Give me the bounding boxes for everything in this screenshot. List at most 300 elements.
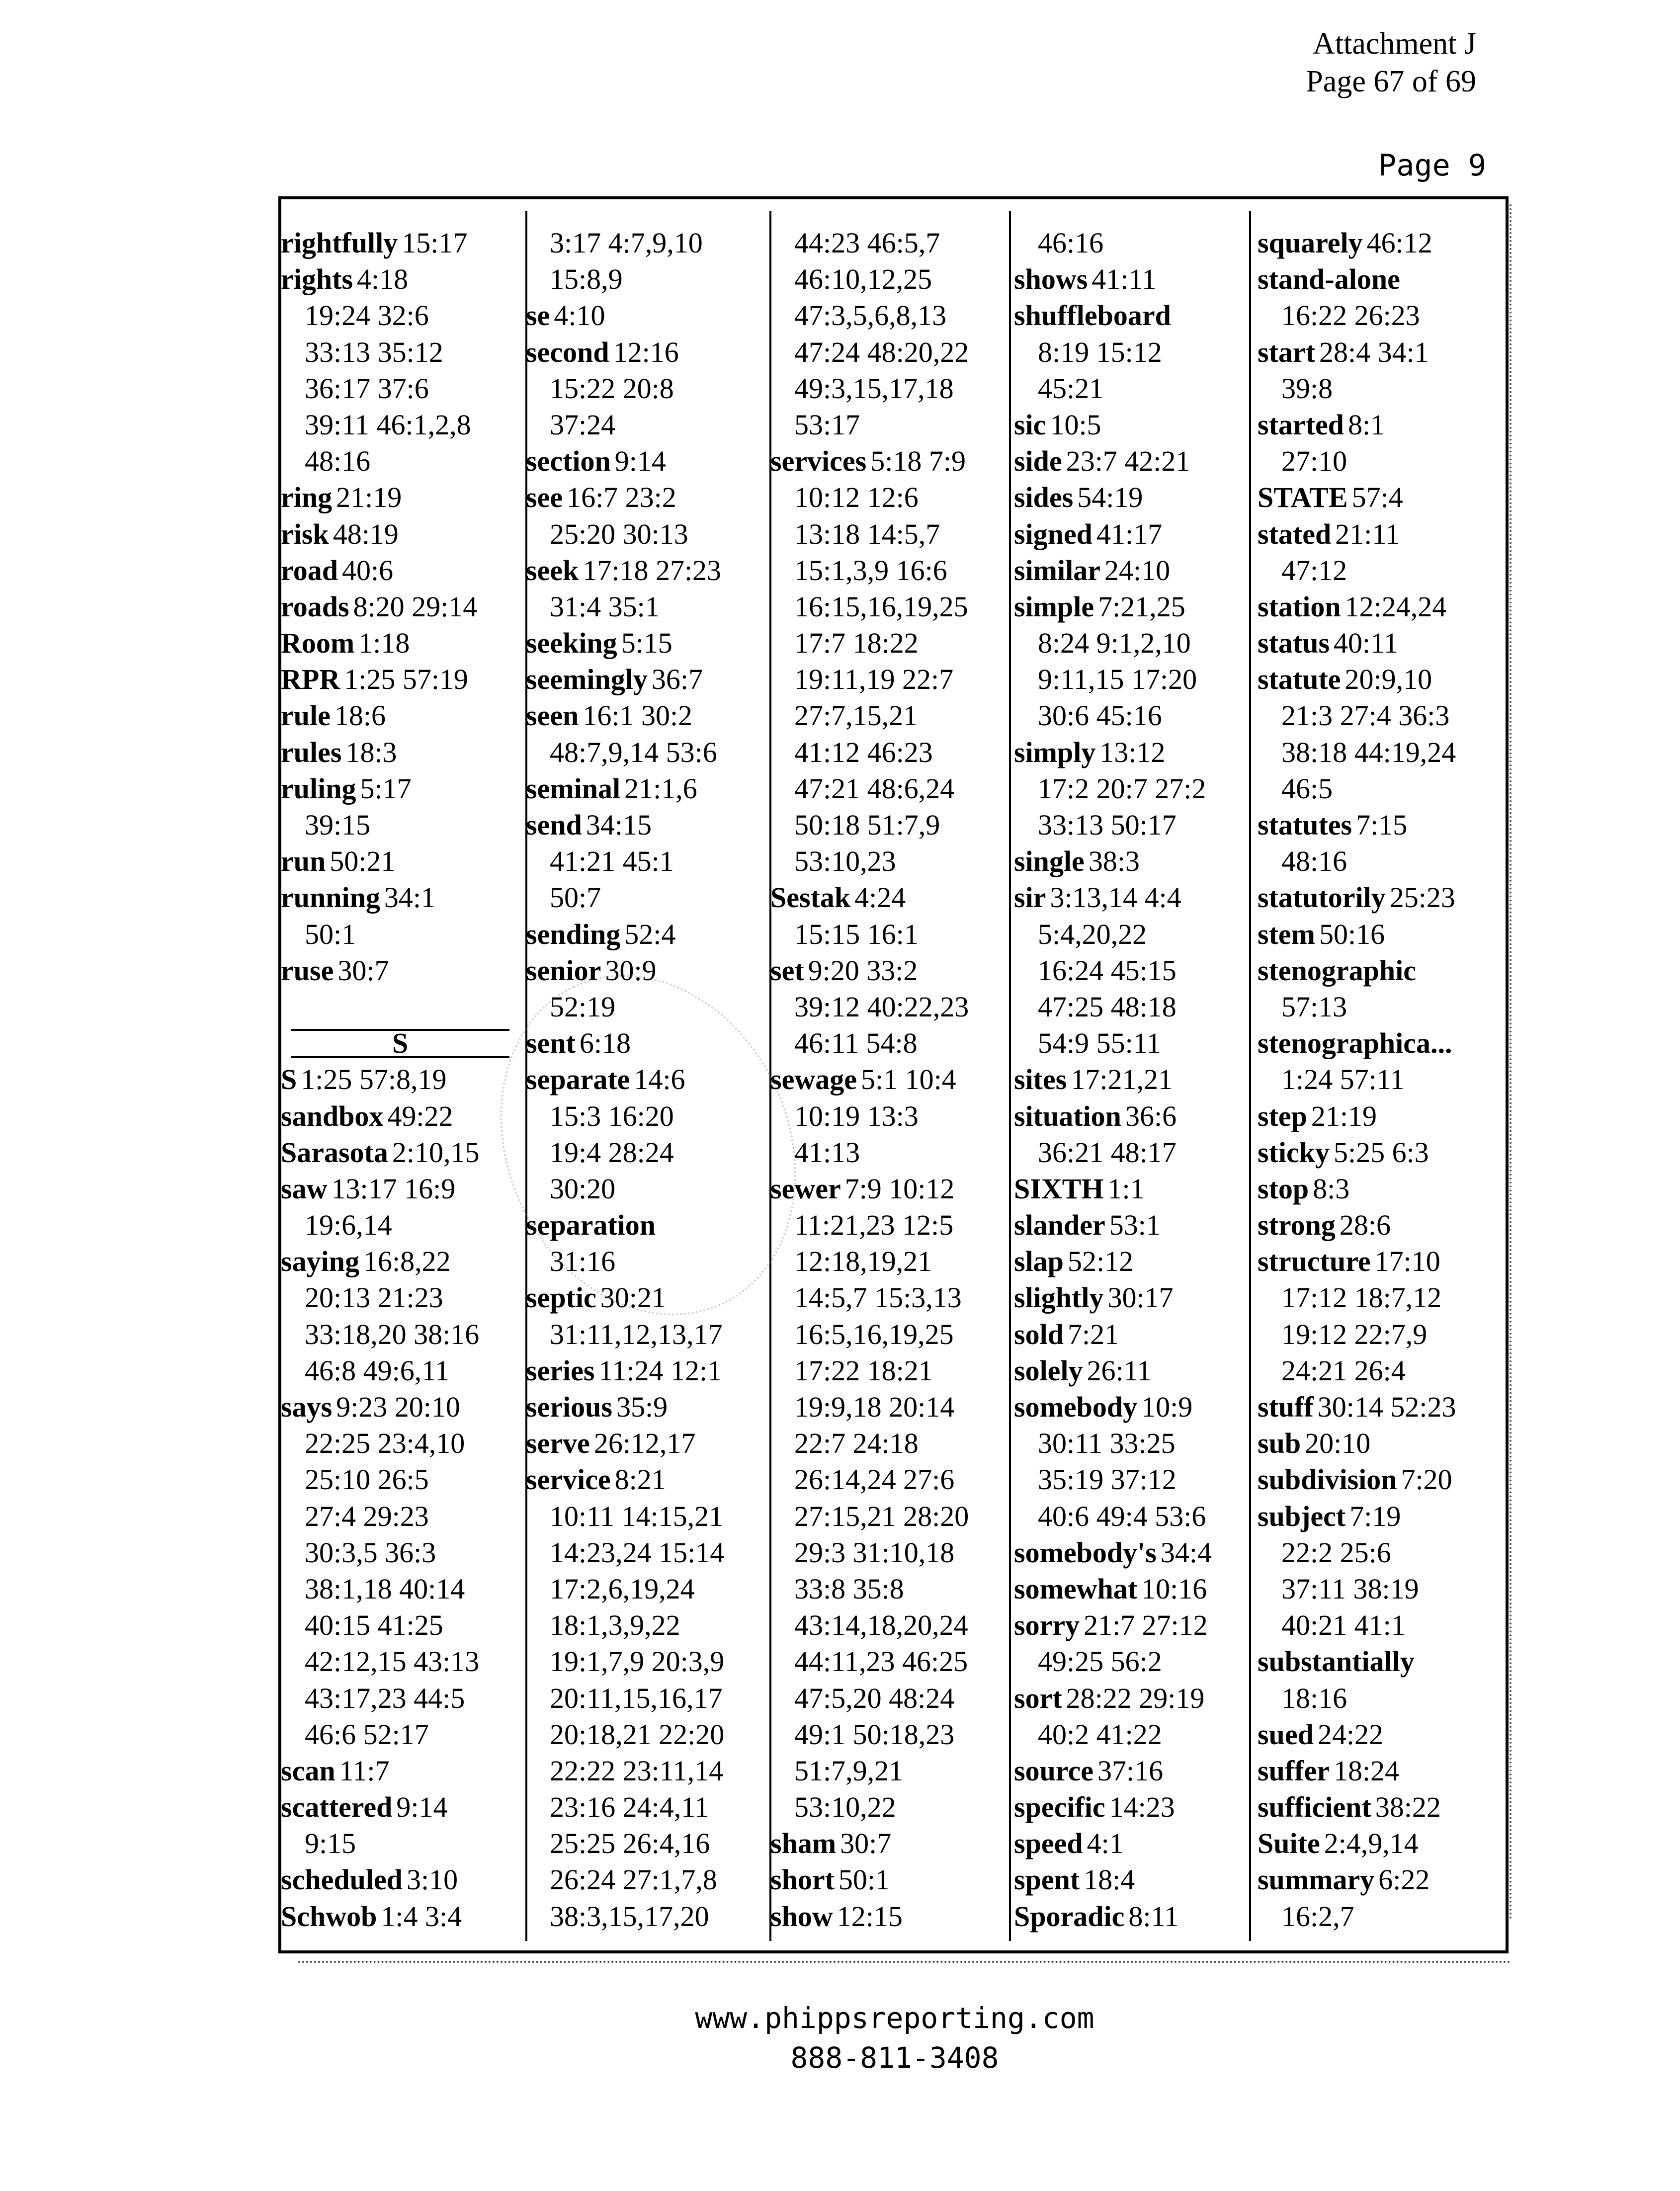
index-term: sold xyxy=(1014,1318,1064,1350)
index-entry-continuation xyxy=(770,1098,1009,1134)
page-line-refs: 30:9 xyxy=(605,954,657,987)
page-line-refs: 36:21 48:17 xyxy=(1038,1136,1176,1169)
index-entry-continuation xyxy=(1014,807,1253,843)
index-entry-continuation xyxy=(281,1534,519,1571)
page-line-refs: 46:5 xyxy=(1281,772,1333,805)
index-entry xyxy=(1014,879,1253,916)
index-term: serious xyxy=(526,1391,612,1423)
index-term: Room xyxy=(281,627,355,660)
index-entry-continuation xyxy=(281,1425,519,1461)
index-entry-continuation xyxy=(770,1716,1009,1753)
page-line-refs: 25:20 30:13 xyxy=(550,517,688,550)
page-line-refs: 36:17 37:6 xyxy=(305,372,429,405)
index-entry xyxy=(1014,843,1253,879)
index-entry xyxy=(526,552,764,589)
index-entry-continuation xyxy=(526,1607,764,1643)
page-line-refs: 21:19 xyxy=(336,481,402,514)
page-line-refs: 5:15 xyxy=(621,627,672,660)
page-line-refs: 28:6 xyxy=(1339,1209,1391,1242)
index-entry xyxy=(1014,1861,1253,1898)
index-entry xyxy=(1014,443,1253,479)
index-term: service xyxy=(526,1463,611,1496)
index-entry-continuation xyxy=(1258,1352,1496,1389)
index-term: send xyxy=(526,809,582,841)
page-line-refs: 57:13 xyxy=(1281,990,1347,1023)
index-term: summary xyxy=(1258,1863,1375,1896)
page-line-refs: 26:24 27:1,7,8 xyxy=(550,1863,717,1896)
index-entry xyxy=(281,770,519,807)
index-entry xyxy=(281,625,519,661)
attachment-header xyxy=(1306,25,1476,100)
index-term: sub xyxy=(1258,1427,1301,1460)
index-term: squarely xyxy=(1258,227,1363,259)
index-entry-continuation xyxy=(526,261,764,297)
page-line-refs: 47:12 xyxy=(1281,554,1347,587)
page-line-refs: 48:7,9,14 53:6 xyxy=(550,736,717,768)
index-entry xyxy=(281,1389,519,1425)
index-entry-continuation xyxy=(770,334,1009,370)
page-line-refs: 14:5,7 15:3,13 xyxy=(794,1281,962,1314)
index-entry xyxy=(770,952,1009,989)
page-line-refs: 30:3,5 36:3 xyxy=(305,1536,436,1569)
index-entry xyxy=(1258,407,1496,443)
page-line-refs: 50:21 xyxy=(330,845,396,878)
index-entry-continuation xyxy=(526,1753,764,1789)
index-entry-continuation xyxy=(281,1607,519,1643)
index-entry xyxy=(281,1861,519,1898)
page-line-refs: 46:12 xyxy=(1366,227,1432,259)
section-letter-heading: S xyxy=(281,1025,519,1061)
page-line-refs: 33:13 35:12 xyxy=(305,336,443,368)
page-line-refs: 12:16 xyxy=(613,336,679,368)
index-entry xyxy=(281,552,519,589)
frame-shadow-line xyxy=(298,1961,1511,1968)
page-line-refs: 53:17 xyxy=(794,408,860,441)
page-line-refs: 15:3 16:20 xyxy=(550,1099,674,1132)
index-entry xyxy=(1258,225,1496,261)
index-entry-continuation xyxy=(281,989,519,1025)
page-line-refs: 1:4 3:4 xyxy=(381,1900,462,1933)
page-line-refs: 44:11,23 46:25 xyxy=(794,1645,968,1678)
index-term: solely xyxy=(1014,1354,1083,1387)
page-line-refs: 10:19 13:3 xyxy=(794,1099,919,1132)
page-line-refs: 27:15,21 28:20 xyxy=(794,1500,969,1532)
index-entry xyxy=(1258,1716,1496,1753)
page-line-refs: 37:24 xyxy=(550,408,616,441)
index-term: sewage xyxy=(770,1063,857,1096)
index-entry xyxy=(770,1861,1009,1898)
index-entry-continuation xyxy=(526,225,764,261)
index-entry xyxy=(281,952,519,989)
index-entry xyxy=(770,879,1009,916)
page-line-refs: 24:10 xyxy=(1104,554,1171,587)
page-line-refs: 9:15 xyxy=(305,1827,356,1860)
page-line-refs: 27:10 xyxy=(1281,445,1347,478)
index-term: S xyxy=(281,1063,297,1096)
index-entry xyxy=(1258,1643,1496,1680)
page-line-refs: 6:22 xyxy=(1378,1863,1430,1896)
index-term: Schwob xyxy=(281,1900,377,1933)
page-line-refs: 30:7 xyxy=(840,1827,892,1860)
page-line-refs: 53:10,23 xyxy=(794,845,896,878)
page-line-refs: 43:17,23 44:5 xyxy=(305,1682,465,1714)
page-line-refs: 5:18 7:9 xyxy=(870,445,966,478)
page-line-refs: 35:19 37:12 xyxy=(1038,1463,1176,1496)
index-entry xyxy=(1014,1680,1253,1716)
index-entry-continuation xyxy=(281,1498,519,1534)
index-entry xyxy=(1014,1352,1253,1389)
index-entry xyxy=(526,334,764,370)
index-term: sir xyxy=(1014,881,1046,914)
index-entry-continuation xyxy=(281,407,519,443)
page-line-refs: 18:24 xyxy=(1333,1754,1400,1787)
index-entry xyxy=(770,1171,1009,1207)
index-entry-continuation xyxy=(1014,1025,1253,1061)
index-entry xyxy=(526,1389,764,1425)
page-line-refs: 37:16 xyxy=(1097,1754,1164,1787)
index-entry-continuation xyxy=(1258,1898,1496,1935)
page-line-refs: 4:18 xyxy=(357,263,409,296)
index-term: shuffleboard xyxy=(1014,299,1171,332)
index-entry-continuation xyxy=(281,1461,519,1498)
page-line-refs: 50:1 xyxy=(305,918,356,950)
page-line-refs: 15:15 16:1 xyxy=(794,918,919,950)
index-entry-continuation xyxy=(526,1534,764,1571)
page-line-refs: 36:6 xyxy=(1125,1099,1177,1132)
page-line-refs: 33:18,20 38:16 xyxy=(305,1318,480,1350)
index-entry xyxy=(1014,1207,1253,1243)
index-entry xyxy=(1014,1534,1253,1571)
page-line-refs: 10:16 xyxy=(1141,1572,1207,1605)
index-term: running xyxy=(281,881,380,914)
index-entry-continuation xyxy=(281,334,519,370)
page-line-refs: 49:25 56:2 xyxy=(1038,1645,1162,1678)
index-term: series xyxy=(526,1354,595,1387)
transcript-page-number: Page 9 xyxy=(1378,148,1486,183)
page-line-refs: 47:5,20 48:24 xyxy=(794,1682,955,1714)
index-term: ruse xyxy=(281,954,334,987)
index-entry-continuation xyxy=(770,734,1009,770)
page-line-refs: 50:7 xyxy=(550,881,601,914)
index-term: roads xyxy=(281,590,349,623)
index-term: RPR xyxy=(281,663,340,696)
index-entry-continuation xyxy=(770,1680,1009,1716)
index-term: slap xyxy=(1014,1245,1064,1278)
index-term: scattered xyxy=(281,1791,393,1824)
index-term: road xyxy=(281,554,338,587)
index-term: sandbox xyxy=(281,1099,384,1132)
index-entry xyxy=(1258,807,1496,843)
page-line-refs: 16:8,22 xyxy=(363,1245,451,1278)
index-entry xyxy=(1014,1279,1253,1316)
index-entry xyxy=(1258,1461,1496,1498)
index-entry-continuation xyxy=(526,1898,764,1935)
page-line-refs: 31:4 35:1 xyxy=(550,590,660,623)
index-entry-continuation xyxy=(526,1789,764,1825)
footer-website: www.phippsreporting.com xyxy=(695,2001,1094,2035)
page-line-refs: 3:13,14 4:4 xyxy=(1050,881,1181,914)
page-line-refs: 16:24 45:15 xyxy=(1038,954,1176,987)
index-term: specific xyxy=(1014,1791,1105,1824)
index-entry-continuation xyxy=(1258,843,1496,879)
page-line-refs: 22:2 25:6 xyxy=(1281,1536,1391,1569)
index-entry xyxy=(1258,952,1496,989)
index-entry-continuation xyxy=(281,370,519,407)
index-term: says xyxy=(281,1391,333,1423)
page-line-refs: 10:5 xyxy=(1050,408,1101,441)
index-term: risk xyxy=(281,517,329,550)
page-line-refs: 19:11,19 22:7 xyxy=(794,663,954,696)
index-term: statute xyxy=(1258,663,1341,696)
page-line-refs: 34:1 xyxy=(384,881,436,914)
index-term: sent xyxy=(526,1027,576,1060)
index-entry-continuation xyxy=(770,1498,1009,1534)
index-entry-continuation xyxy=(1014,697,1253,734)
index-entry xyxy=(1258,1861,1496,1898)
page-line-refs: 33:13 50:17 xyxy=(1038,809,1176,841)
index-entry xyxy=(526,1425,764,1461)
index-entry xyxy=(526,1279,764,1316)
page-line-refs: 21:7 27:12 xyxy=(1084,1609,1208,1642)
index-term: se xyxy=(526,299,550,332)
page-line-refs: 5:25 6:3 xyxy=(1334,1136,1429,1169)
index-term: slander xyxy=(1014,1209,1105,1242)
page-line-refs: 24:21 26:4 xyxy=(1281,1354,1406,1387)
index-entry xyxy=(770,443,1009,479)
index-entry xyxy=(281,479,519,515)
index-entry xyxy=(281,1098,519,1134)
index-entry-continuation xyxy=(770,1789,1009,1825)
index-entry xyxy=(770,1898,1009,1935)
index-entry-continuation xyxy=(281,1716,519,1753)
page-line-refs: 12:15 xyxy=(837,1900,903,1933)
index-entry-continuation xyxy=(770,407,1009,443)
index-term: rules xyxy=(281,736,342,768)
index-entry xyxy=(1014,1243,1253,1279)
index-term: started xyxy=(1258,408,1344,441)
page-line-refs: 18:6 xyxy=(334,699,386,732)
page-line-refs: 5:4,20,22 xyxy=(1038,918,1147,950)
page-line-refs: 25:25 26:4,16 xyxy=(550,1827,710,1860)
page-line-refs: 19:6,14 xyxy=(305,1209,392,1242)
page-line-refs: 29:3 31:10,18 xyxy=(794,1536,955,1569)
index-entry-continuation xyxy=(1258,1279,1496,1316)
index-entry xyxy=(281,1243,519,1279)
index-entry-continuation xyxy=(1014,1498,1253,1534)
index-entry-continuation xyxy=(770,625,1009,661)
page-line-refs: 7:9 10:12 xyxy=(844,1172,955,1205)
page-line-refs: 30:17 xyxy=(1107,1281,1174,1314)
index-entry-continuation xyxy=(770,843,1009,879)
index-entry-continuation xyxy=(770,697,1009,734)
index-term: seeking xyxy=(526,627,617,660)
page-line-refs: 28:4 34:1 xyxy=(1319,336,1429,368)
index-entry-continuation xyxy=(770,261,1009,297)
page-line-refs: 21:3 27:4 36:3 xyxy=(1281,699,1450,732)
page-line-refs: 47:25 48:18 xyxy=(1038,990,1176,1023)
index-entry-continuation xyxy=(770,1461,1009,1498)
index-entry xyxy=(1014,734,1253,770)
page-line-refs: 52:4 xyxy=(624,918,676,950)
index-entry-continuation xyxy=(281,1279,519,1316)
index-term: sorry xyxy=(1014,1609,1080,1642)
index-term: side xyxy=(1014,445,1062,478)
index-column-1 xyxy=(281,225,519,1935)
page-line-refs: 7:15 xyxy=(1356,809,1408,841)
page-line-refs: 7:21,25 xyxy=(1098,590,1185,623)
page-line-refs: 30:14 52:23 xyxy=(1317,1391,1456,1423)
page-line-refs: 54:9 55:11 xyxy=(1038,1027,1161,1060)
index-term: structure xyxy=(1258,1245,1371,1278)
page-line-refs: 17:2,6,19,24 xyxy=(550,1572,695,1605)
index-term: rightfully xyxy=(281,227,398,259)
page-line-refs: 48:16 xyxy=(305,445,371,478)
page-line-refs: 38:1,18 40:14 xyxy=(305,1572,465,1605)
index-entry xyxy=(526,1352,764,1389)
index-entry-continuation xyxy=(770,1425,1009,1461)
index-term: sides xyxy=(1014,481,1074,514)
index-entry xyxy=(1258,1134,1496,1171)
column-divider xyxy=(1009,211,1011,1941)
page-line-refs: 53:10,22 xyxy=(794,1791,896,1824)
index-term: saying xyxy=(281,1245,359,1278)
page-line-refs: 4:24 xyxy=(854,881,906,914)
index-term: stem xyxy=(1258,918,1315,950)
index-entry-continuation xyxy=(770,479,1009,515)
index-term: separate xyxy=(526,1063,630,1096)
index-entry xyxy=(1258,916,1496,952)
index-entry-continuation xyxy=(770,1571,1009,1607)
index-entry-continuation xyxy=(770,1025,1009,1061)
page-line-refs: 9:11,15 17:20 xyxy=(1038,663,1197,696)
page-line-refs: 14:23 xyxy=(1109,1791,1175,1824)
index-entry-continuation xyxy=(1014,625,1253,661)
index-entry xyxy=(281,843,519,879)
index-entry xyxy=(1014,1753,1253,1789)
page-line-refs: 39:11 46:1,2,8 xyxy=(305,408,471,441)
page-line-refs: 3:17 4:7,9,10 xyxy=(550,227,703,259)
page-line-refs: 15:17 xyxy=(402,227,468,259)
page-line-refs: 10:11 14:15,21 xyxy=(550,1500,724,1532)
index-entry xyxy=(526,807,764,843)
page-line-refs: 8:11 xyxy=(1128,1900,1179,1933)
page-line-refs: 30:21 xyxy=(600,1281,666,1314)
index-entry-continuation xyxy=(770,370,1009,407)
index-entry-continuation xyxy=(770,589,1009,625)
page-line-refs: 49:22 xyxy=(387,1099,453,1132)
index-entry-continuation xyxy=(1014,989,1253,1025)
index-entry xyxy=(1014,1825,1253,1861)
index-entry-continuation xyxy=(1258,770,1496,807)
index-entry xyxy=(526,770,764,807)
index-entry-continuation xyxy=(770,552,1009,589)
index-term: similar xyxy=(1014,554,1100,587)
page-line-refs: 45:21 xyxy=(1038,372,1104,405)
index-entry-continuation xyxy=(770,1643,1009,1680)
page-line-refs: 47:21 48:6,24 xyxy=(794,772,955,805)
page-line-refs: 33:8 35:8 xyxy=(794,1572,904,1605)
page-line-refs: 57:4 xyxy=(1351,481,1403,514)
page-line-refs: 7:19 xyxy=(1349,1500,1401,1532)
page-line-refs: 19:4 28:24 xyxy=(550,1136,674,1169)
index-entry xyxy=(1258,479,1496,515)
page-line-refs: 38:18 44:19,24 xyxy=(1281,736,1456,768)
index-entry-continuation xyxy=(281,1680,519,1716)
page-line-refs: 11:21,23 12:5 xyxy=(794,1209,954,1242)
page-line-refs: 30:20 xyxy=(550,1172,616,1205)
page-line-refs: 41:11 xyxy=(1092,263,1157,296)
page-line-refs: 17:21,21 xyxy=(1071,1063,1173,1096)
index-entry xyxy=(1258,1753,1496,1789)
index-term: Sporadic xyxy=(1014,1900,1125,1933)
page-line-refs: 46:6 52:17 xyxy=(305,1718,429,1751)
page-line-refs: 20:13 21:23 xyxy=(305,1281,443,1314)
index-term: slightly xyxy=(1014,1281,1104,1314)
index-term: strong xyxy=(1258,1209,1336,1242)
page-line-refs: 16:22 26:23 xyxy=(1281,299,1420,332)
page-line-refs: 52:12 xyxy=(1067,1245,1134,1278)
page-line-refs: 14:23,24 15:14 xyxy=(550,1536,725,1569)
page-line-refs: 9:20 33:2 xyxy=(808,954,918,987)
index-term: stenographica... xyxy=(1258,1027,1452,1060)
index-entry xyxy=(526,661,764,697)
index-entry-continuation xyxy=(770,1134,1009,1171)
index-term: scan xyxy=(281,1754,336,1787)
index-term: seek xyxy=(526,554,579,587)
index-entry xyxy=(281,1134,519,1171)
index-entry-continuation xyxy=(770,1243,1009,1279)
index-term: simply xyxy=(1014,736,1096,768)
page-line-refs: 1:25 57:19 xyxy=(344,663,468,696)
page-line-refs: 23:16 24:4,11 xyxy=(550,1791,709,1824)
index-term: Sarasota xyxy=(281,1136,388,1169)
page-line-refs: 21:19 xyxy=(1311,1099,1377,1132)
page-line-refs: 10:9 xyxy=(1141,1391,1193,1423)
index-column-3 xyxy=(770,225,1009,1935)
page-line-refs: 20:9,10 xyxy=(1344,663,1432,696)
index-entry xyxy=(1258,261,1496,297)
page-line-refs: 22:22 23:11,14 xyxy=(550,1754,724,1787)
index-term: situation xyxy=(1014,1099,1121,1132)
page-line-refs: 8:1 xyxy=(1347,408,1385,441)
index-entry-continuation xyxy=(770,1352,1009,1389)
page-line-refs: 3:10 xyxy=(406,1863,458,1896)
index-term: show xyxy=(770,1900,833,1933)
index-entry xyxy=(526,297,764,334)
page-line-refs: 4:10 xyxy=(554,299,605,332)
page-line-refs: 22:7 24:18 xyxy=(794,1427,919,1460)
index-entry xyxy=(281,261,519,297)
page-line-refs: 46:10,12,25 xyxy=(794,263,932,296)
index-term: second xyxy=(526,336,609,368)
page-line-refs: 8:3 xyxy=(1313,1172,1350,1205)
index-entry-continuation xyxy=(281,1207,519,1243)
index-entry-continuation xyxy=(1258,1607,1496,1643)
page-line-refs: 38:3,15,17,20 xyxy=(550,1900,709,1933)
index-term: section xyxy=(526,445,611,478)
index-entry xyxy=(1258,1825,1496,1861)
index-entry xyxy=(1014,1607,1253,1643)
page-line-refs: 16:5,16,19,25 xyxy=(794,1318,954,1350)
index-entry xyxy=(1014,1316,1253,1352)
index-entry xyxy=(281,661,519,697)
page-line-refs: 15:8,9 xyxy=(550,263,623,296)
index-entry-continuation xyxy=(526,1171,764,1207)
page-line-refs: 17:22 18:21 xyxy=(794,1354,933,1387)
index-entry xyxy=(281,1898,519,1935)
footer-phone: 888-811-3408 xyxy=(790,2041,999,2075)
index-term: spent xyxy=(1014,1863,1080,1896)
